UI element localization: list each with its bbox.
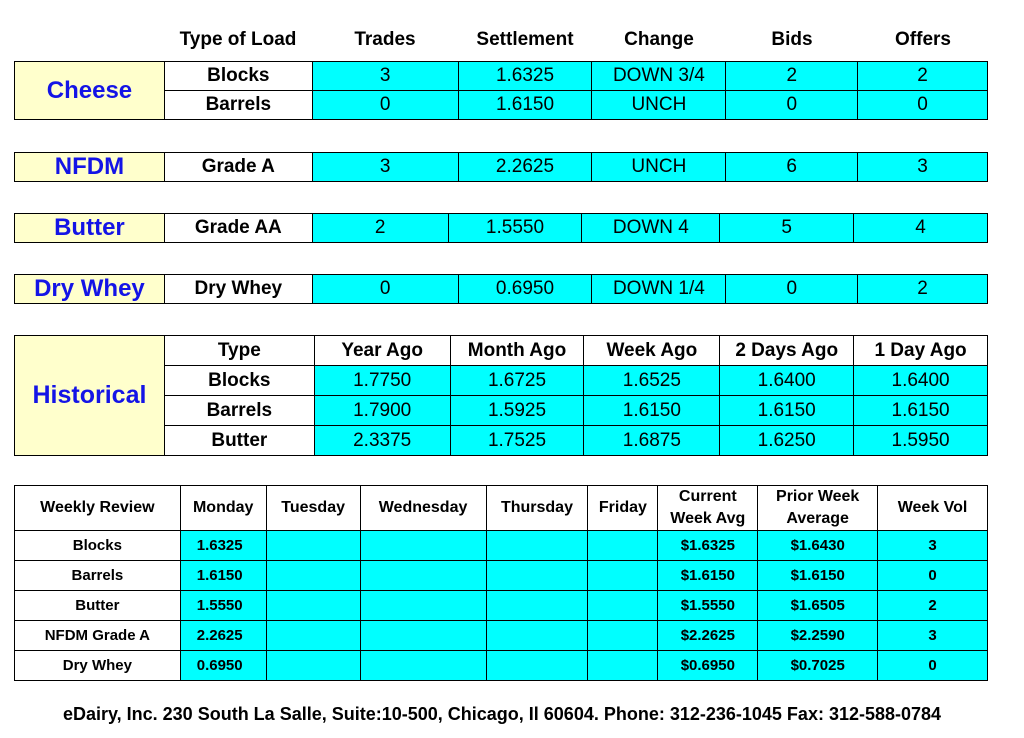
hist-value: 1.7525 <box>450 426 584 456</box>
hist-value: 1.6150 <box>854 396 988 426</box>
offers-value: 3 <box>858 153 988 182</box>
hist-header-year-ago: Year Ago <box>314 336 450 366</box>
trades-value: 0 <box>312 91 458 120</box>
wednesday-value <box>360 621 486 651</box>
week-vol-value: 0 <box>878 651 988 681</box>
settlement-value: 0.6950 <box>458 275 592 304</box>
hist-type: Blocks <box>164 366 314 396</box>
category-nfdm: NFDM <box>15 153 165 182</box>
bids-value: 5 <box>720 214 854 243</box>
change-value: UNCH <box>592 153 726 182</box>
dry-whey-table <box>14 274 988 304</box>
table-row <box>15 62 988 91</box>
weekly-label: Butter <box>15 591 181 621</box>
current-avg-value: $1.6150 <box>658 561 758 591</box>
current-avg-value: $0.6950 <box>658 651 758 681</box>
table-row <box>15 336 988 366</box>
change-value: DOWN 3/4 <box>592 62 726 91</box>
table-row <box>15 651 988 681</box>
hist-value: 1.7900 <box>314 396 450 426</box>
prior-avg-value: $2.2590 <box>758 621 878 651</box>
offers-value: 2 <box>858 62 988 91</box>
hist-value: 1.7750 <box>314 366 450 396</box>
weekly-header-week-vol: Week Vol <box>878 486 988 531</box>
hist-value: 1.6525 <box>584 366 720 396</box>
change-value: UNCH <box>592 91 726 120</box>
header-offers: Offers <box>895 29 951 50</box>
weekly-review-table <box>14 485 988 681</box>
table-row <box>15 561 988 591</box>
bids-value: 6 <box>726 153 858 182</box>
load-type: Blocks <box>164 62 312 91</box>
friday-value <box>588 651 658 681</box>
header-type-of-load: Type of Load <box>179 29 297 50</box>
thursday-value <box>486 651 588 681</box>
hist-header-1-day-ago: 1 Day Ago <box>854 336 988 366</box>
weekly-header-friday: Friday <box>588 486 658 531</box>
friday-value <box>588 531 658 561</box>
hist-value: 1.6150 <box>584 396 720 426</box>
monday-value: 1.5550 <box>180 591 266 621</box>
load-type: Grade A <box>164 153 312 182</box>
friday-value <box>588 561 658 591</box>
week-vol-value: 0 <box>878 561 988 591</box>
monday-value: 1.6325 <box>180 531 266 561</box>
prior-avg-value: $1.6430 <box>758 531 878 561</box>
prior-avg-value: $1.6150 <box>758 561 878 591</box>
weekly-label: NFDM Grade A <box>15 621 181 651</box>
monday-value: 2.2625 <box>180 621 266 651</box>
hist-value: 1.6400 <box>854 366 988 396</box>
load-type: Barrels <box>164 91 312 120</box>
header-bids: Bids <box>771 29 813 50</box>
weekly-header-current-avg: Current Week Avg <box>658 486 758 531</box>
tuesday-value <box>266 621 360 651</box>
settlement-value: 2.2625 <box>458 153 592 182</box>
trades-value: 0 <box>312 275 458 304</box>
table-row <box>15 214 988 243</box>
butter-table <box>14 213 988 243</box>
hist-value: 1.5925 <box>450 396 584 426</box>
load-type: Grade AA <box>164 214 312 243</box>
weekly-label: Dry Whey <box>15 651 181 681</box>
settlement-value: 1.6150 <box>458 91 592 120</box>
weekly-header-wednesday: Wednesday <box>360 486 486 531</box>
hist-header-month-ago: Month Ago <box>450 336 584 366</box>
change-value: DOWN 4 <box>582 214 720 243</box>
offers-value: 0 <box>858 91 988 120</box>
table-row <box>15 275 988 304</box>
monday-value: 1.6150 <box>180 561 266 591</box>
thursday-value <box>486 621 588 651</box>
table-row <box>15 591 988 621</box>
tuesday-value <box>266 651 360 681</box>
hist-value: 2.3375 <box>314 426 450 456</box>
settlement-value: 1.5550 <box>448 214 582 243</box>
wednesday-value <box>360 651 486 681</box>
tuesday-value <box>266 591 360 621</box>
cheese-table <box>14 61 988 120</box>
load-type: Dry Whey <box>164 275 312 304</box>
weekly-header-review: Weekly Review <box>15 486 181 531</box>
category-historical: Historical <box>15 336 165 456</box>
friday-value <box>588 591 658 621</box>
top-column-headers <box>164 28 988 52</box>
prior-avg-value: $1.6505 <box>758 591 878 621</box>
trades-value: 3 <box>312 153 458 182</box>
week-vol-value: 3 <box>878 621 988 651</box>
table-row <box>15 486 988 531</box>
weekly-header-thursday: Thursday <box>486 486 588 531</box>
week-vol-value: 3 <box>878 531 988 561</box>
friday-value <box>588 621 658 651</box>
header-trades: Trades <box>354 29 416 50</box>
hist-value: 1.6725 <box>450 366 584 396</box>
footer-contact: eDairy, Inc. 230 South La Salle, Suite:10-500, Chicago, Il 60604. Phone: 312-236-1045 Fax: 312-588-0784 <box>62 704 942 724</box>
trades-value: 3 <box>312 62 458 91</box>
bids-value: 2 <box>726 62 858 91</box>
offers-value: 2 <box>858 275 988 304</box>
hist-value: 1.6875 <box>584 426 720 456</box>
nfdm-table <box>14 152 988 182</box>
header-change: Change <box>624 29 694 50</box>
hist-header-2-days-ago: 2 Days Ago <box>720 336 854 366</box>
category-cheese: Cheese <box>15 62 165 120</box>
hist-value: 1.6150 <box>720 396 854 426</box>
category-dry-whey: Dry Whey <box>15 275 165 304</box>
weekly-header-prior-avg: Prior Week Average <box>758 486 878 531</box>
hist-value: 1.6400 <box>720 366 854 396</box>
prior-avg-value: $0.7025 <box>758 651 878 681</box>
historical-table <box>14 335 988 456</box>
table-row <box>15 531 988 561</box>
hist-type: Barrels <box>164 396 314 426</box>
weekly-label: Blocks <box>15 531 181 561</box>
current-avg-value: $2.2625 <box>658 621 758 651</box>
hist-value: 1.6250 <box>720 426 854 456</box>
wednesday-value <box>360 561 486 591</box>
wednesday-value <box>360 591 486 621</box>
trades-value: 2 <box>312 214 448 243</box>
thursday-value <box>486 561 588 591</box>
current-avg-value: $1.6325 <box>658 531 758 561</box>
table-row <box>15 153 988 182</box>
current-avg-value: $1.5550 <box>658 591 758 621</box>
wednesday-value <box>360 531 486 561</box>
weekly-header-tuesday: Tuesday <box>266 486 360 531</box>
week-vol-value: 2 <box>878 591 988 621</box>
tuesday-value <box>266 531 360 561</box>
header-settlement: Settlement <box>476 29 574 50</box>
thursday-value <box>486 531 588 561</box>
bids-value: 0 <box>726 91 858 120</box>
tuesday-value <box>266 561 360 591</box>
bids-value: 0 <box>726 275 858 304</box>
hist-type: Butter <box>164 426 314 456</box>
category-butter: Butter <box>15 214 165 243</box>
table-row <box>15 621 988 651</box>
settlement-value: 1.6325 <box>458 62 592 91</box>
hist-header-week-ago: Week Ago <box>584 336 720 366</box>
thursday-value <box>486 591 588 621</box>
hist-value: 1.5950 <box>854 426 988 456</box>
monday-value: 0.6950 <box>180 651 266 681</box>
weekly-header-monday: Monday <box>180 486 266 531</box>
change-value: DOWN 1/4 <box>592 275 726 304</box>
offers-value: 4 <box>854 214 988 243</box>
weekly-label: Barrels <box>15 561 181 591</box>
hist-header-type: Type <box>164 336 314 366</box>
